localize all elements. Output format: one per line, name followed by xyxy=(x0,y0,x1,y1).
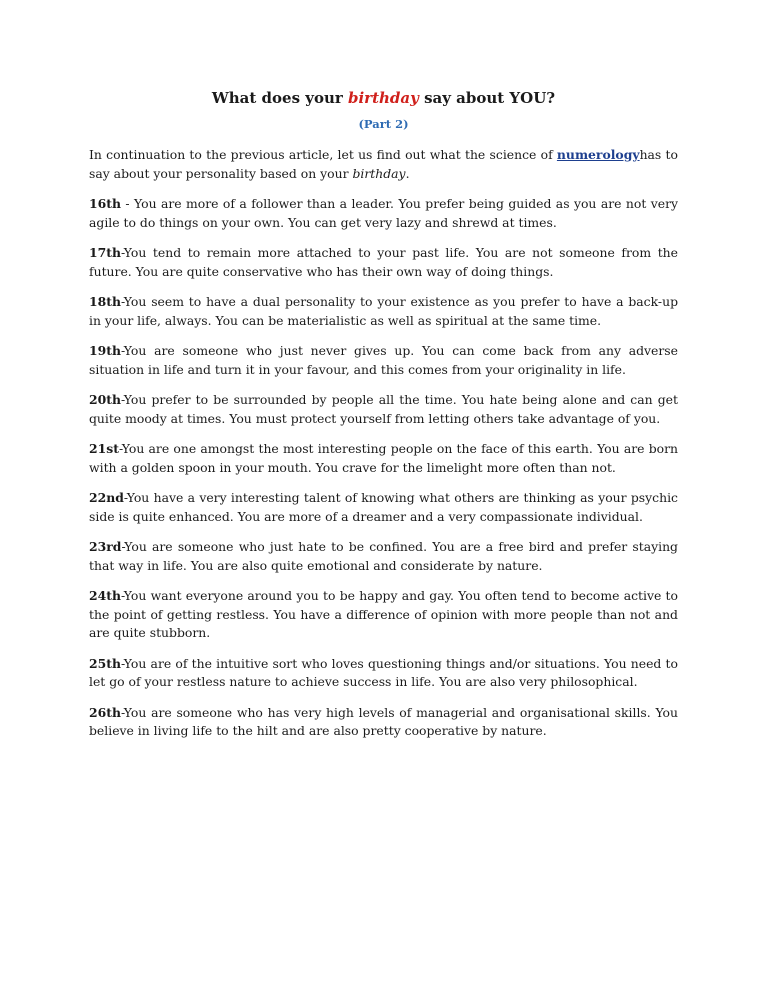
page-subtitle: (Part 2) xyxy=(358,117,409,131)
entry-20th xyxy=(89,391,678,428)
entry-text: - You are more of a follower than a leader. You prefer being guided as you are not very agile to do things on your own. You can get very lazy and shrewd at times. xyxy=(89,196,678,230)
entry-day: 16th xyxy=(89,196,121,211)
entry-24th xyxy=(89,587,678,643)
entry-22nd xyxy=(89,489,678,526)
entry-day: 23rd xyxy=(89,539,122,554)
entry-day: 21st xyxy=(89,441,119,456)
intro-paragraph xyxy=(89,146,678,183)
entry-text: -You are someone who just never gives up. You can come back from any adverse situation in life and turn it in your favour, and this comes from your originality in life. xyxy=(89,343,678,377)
title-highlight: birthday xyxy=(347,89,419,107)
entry-text: -You prefer to be surrounded by people all the time. You hate being alone and can get quite moody at times. You must protect yourself from letting others take advantage of you. xyxy=(89,392,678,426)
entry-19th xyxy=(89,342,678,379)
entry-day: 18th xyxy=(89,294,121,309)
entry-25th xyxy=(89,655,678,692)
entry-day: 26th xyxy=(89,704,121,720)
page-title xyxy=(89,88,678,108)
entry-day: 17th xyxy=(89,245,121,260)
entry-day: 22nd xyxy=(89,490,124,505)
entry-text: -You are one amongst the most interesting people on the face of this earth. You are born with a golden spoon in your mouth. You crave for the limelight more often than not. xyxy=(89,441,678,475)
entry-21st xyxy=(89,440,678,477)
entry-text: -You are someone who just hate to be confined. You are a free bird and prefer staying that way in life. You are also quite emotional and considerate by nature. xyxy=(89,539,678,573)
entry-text: -You are someone who has very high levels of managerial and organisational skills. You believe in living life to the hilt and are also pretty cooperative by nature. xyxy=(89,704,678,738)
intro-after: . xyxy=(405,165,410,181)
entry-26th xyxy=(89,704,678,741)
entry-text: -You are of the intuitive sort who loves questioning things and/or situations. You need to let go of your restless nature to achieve success in life. You are also very philosophical. xyxy=(89,655,678,689)
intro-middle: has to say about your personality based on your xyxy=(89,147,678,181)
title-after: say about YOU? xyxy=(418,89,556,107)
entry-text: -You have a very interesting talent of knowing what others are thinking as your psychic side is quite enhanced. You are more of a dreamer and a very compassionate individual. xyxy=(89,490,678,524)
entry-day: 24th xyxy=(89,588,121,603)
entry-17th xyxy=(89,244,678,281)
entry-16th xyxy=(89,195,678,232)
numerology-link[interactable]: numerology xyxy=(556,147,640,162)
entry-day: 25th xyxy=(89,655,121,671)
entry-23rd xyxy=(89,538,678,575)
entry-day: 20th xyxy=(89,392,121,407)
document-page xyxy=(89,88,678,741)
intro-emphasis: birthday xyxy=(352,165,406,181)
entry-text: -You want everyone around you to be happy and gay. You often tend to become active to the point of getting restless. You have a difference of opinion with more people than not and are quite stubborn. xyxy=(89,588,678,640)
entry-text: -You tend to remain more attached to your past life. You are not someone from the future. You are quite conservative who has their own way of doing things. xyxy=(89,245,678,279)
entry-day: 19th xyxy=(89,343,121,358)
intro-before: In continuation to the previous article, let us find out what the science of xyxy=(89,147,557,162)
title-before: What does your xyxy=(211,89,348,107)
entry-18th xyxy=(89,293,678,330)
entry-text: -You seem to have a dual personality to your existence as you prefer to have a back-up in your life, always. You can be materialistic as well as spiritual at the same time. xyxy=(89,294,678,328)
